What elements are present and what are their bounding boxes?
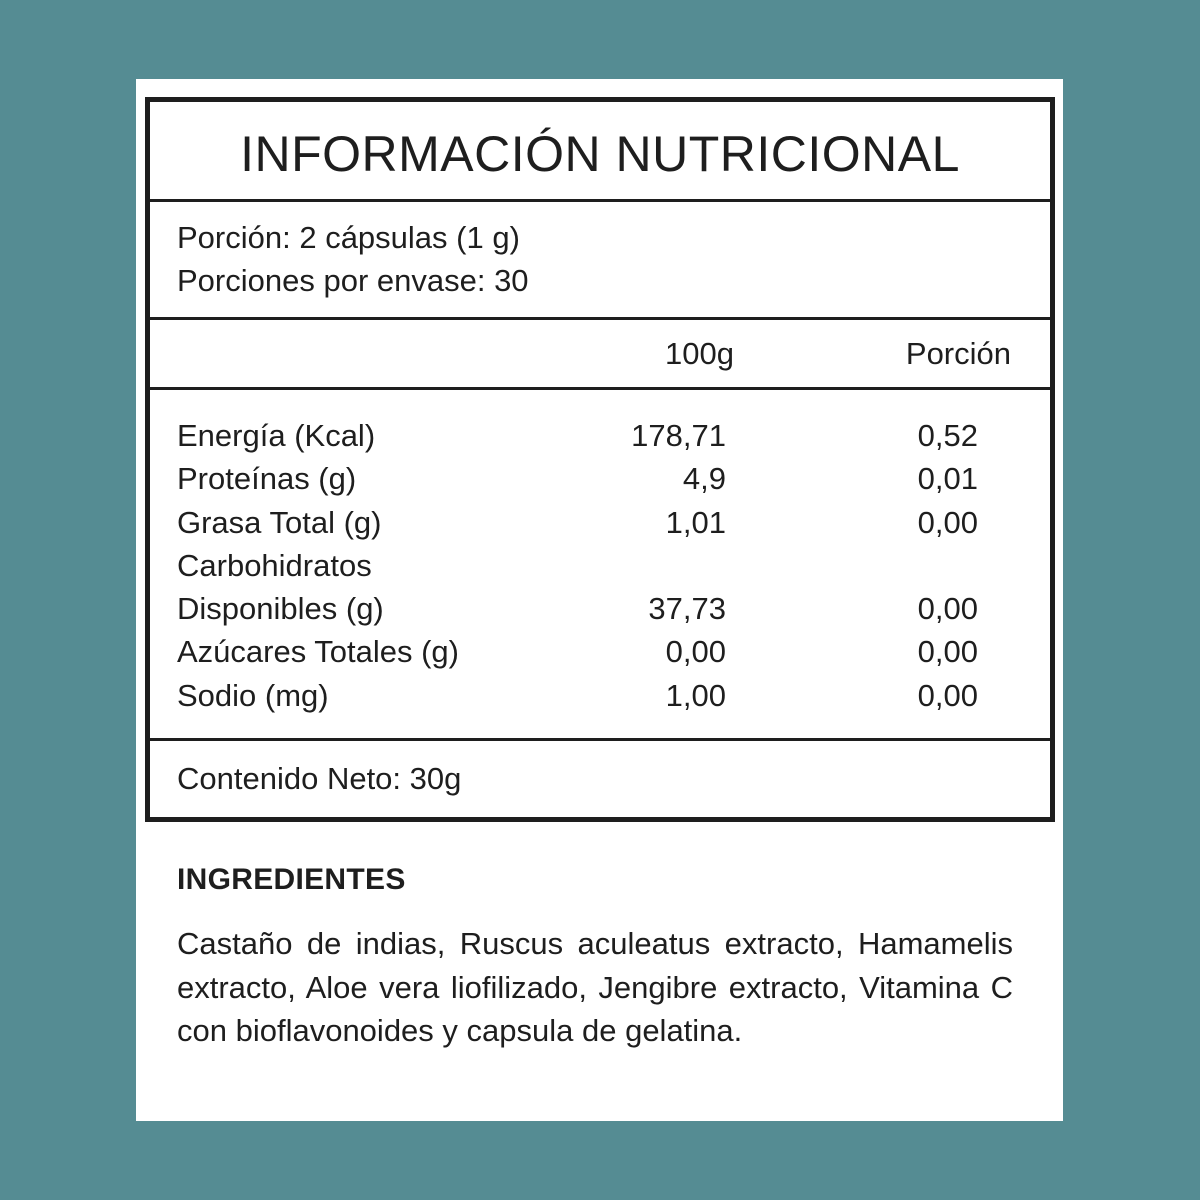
ingredients-text: Castaño de indias, Ruscus aculeatus extracto, Hamamelis extracto, Aloe vera liofilizado, Jengibre extracto, Vitamina C con bioflavonoides y capsula de gelatina. [177,926,1013,1048]
serving-size: Porción: 2 cápsulas (1 g) [177,220,520,255]
nutrition-facts-panel [145,97,1055,822]
nutrient-label: Proteínas (g) [177,461,357,497]
servings-per-container: Porciones por envase: 30 [177,263,529,298]
nutrient-row [150,414,1050,457]
nutrient-value-100g: 37,73 [648,591,726,627]
nutrient-value-100g: 0,00 [665,634,726,670]
nutrient-value-portion: 0,00 [917,591,978,627]
net-content: Contenido Neto: 30g [177,761,462,796]
column-header-portion: Porción [905,336,1011,371]
nutrient-row [150,674,1050,717]
nutrient-row [150,501,1050,544]
nutrient-row [150,544,1050,587]
nutrient-value-portion: 0,52 [917,418,978,453]
label-card [136,79,1063,1121]
nutrient-value-100g: 178,71 [631,418,726,453]
nutrient-value-portion: 0,00 [917,634,978,670]
nutrient-value-100g: 4,9 [682,461,726,497]
column-headers [150,320,1050,390]
nutrient-label: Azúcares Totales (g) [177,634,459,670]
nutrient-value-100g: 1,01 [665,504,726,540]
nutrient-value-portion: 0,01 [917,461,978,497]
nutrient-row [150,630,1050,673]
nutrient-label: Sodio (mg) [177,677,329,713]
nutrient-value-portion: 0,00 [917,677,978,713]
nutrient-value-portion: 0,00 [917,504,978,540]
column-header-100g: 100g [665,336,734,371]
nutrient-row [150,587,1050,630]
nutrient-label: Energía (Kcal) [177,418,376,453]
nutrition-title: INFORMACIÓN NUTRICIONAL [150,102,1050,202]
ingredients-title: INGREDIENTES [177,863,406,896]
nutrient-label: Carbohidratos [177,547,372,583]
nutrient-label: Disponibles (g) [177,591,384,627]
nutrient-label: Grasa Total (g) [177,504,382,540]
nutrient-row [150,457,1050,500]
serving-info [150,202,1050,320]
nutrient-value-100g: 1,00 [665,677,726,713]
nutrient-rows [150,390,1050,741]
